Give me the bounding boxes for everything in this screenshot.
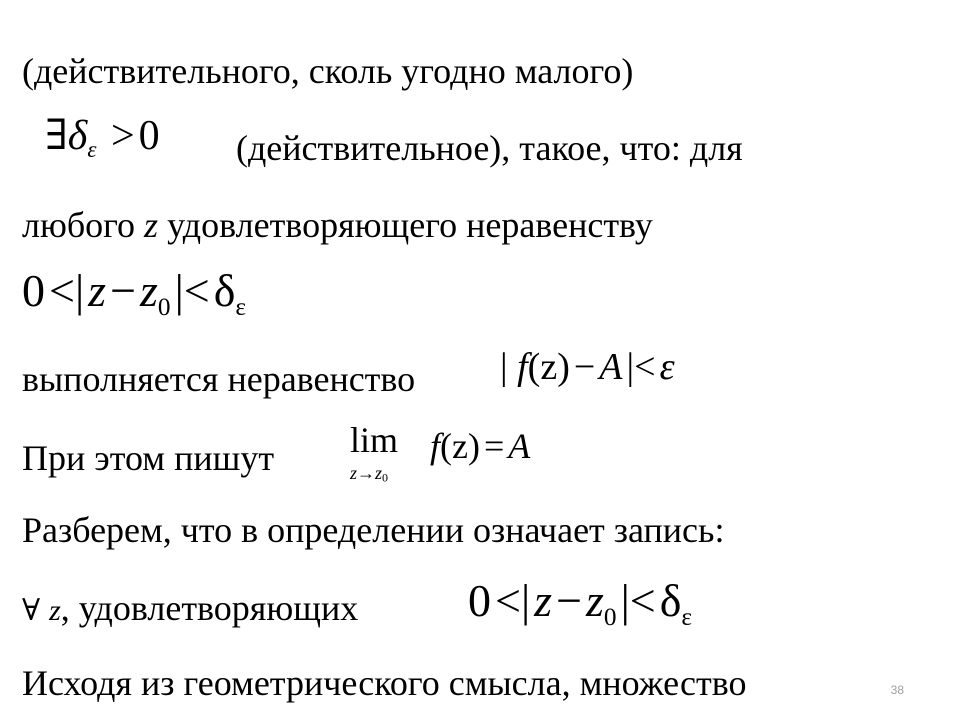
ineq1-abs-lt: |< (174, 265, 210, 316)
ineq3-delta: δ (659, 575, 682, 626)
ineq1-epsilon-subscript: ε (235, 292, 247, 321)
lim-sub-arrow: → (357, 463, 376, 483)
ineq1-z0-subscript: 0 (157, 292, 171, 321)
inequality-3 (468, 575, 693, 631)
lim-sub-z0-index: 0 (382, 470, 389, 485)
text-line-8 (22, 590, 358, 626)
ineq1-minus: − (110, 265, 137, 316)
variable-z: z (144, 205, 159, 245)
epsilon-subscript: ε (87, 136, 97, 163)
inequality-1 (22, 265, 247, 321)
ineq1-z: z (88, 265, 107, 316)
text-line-8-suffix: , удовлетворяющих (60, 588, 359, 628)
ineq3-zero: 0 (468, 575, 491, 626)
ineq2-abs-bar: | (500, 346, 508, 388)
lim-f: f (430, 426, 441, 466)
ineq3-epsilon-subscript: ε (681, 602, 693, 631)
ineq3-abs-lt: |< (620, 575, 656, 626)
lim-A: A (508, 426, 531, 466)
text-line-3 (22, 207, 653, 243)
forall-symbol: ∀ (22, 594, 41, 627)
ineq2-A: A (599, 346, 623, 388)
forall-variable-z: z (49, 594, 61, 627)
ineq2-minus: − (573, 346, 596, 388)
text-line-9: Исходя из геометрического смысла, множество (22, 663, 747, 703)
ineq2-f: f (517, 346, 528, 388)
text-line-1: (действительного, сколь угодно малого) (22, 51, 634, 91)
inequality-2 (500, 348, 675, 386)
text-line-2: (действительное), такое, что: для (236, 128, 743, 168)
lim-argument: (z) (440, 426, 480, 466)
lim-sub-z: z (350, 463, 358, 483)
ineq3-lt-abs: <| (495, 575, 531, 626)
zero-value: 0 (138, 113, 160, 159)
ineq3-z0-subscript: 0 (603, 602, 617, 631)
exists-symbol: ∃ (45, 113, 68, 159)
ineq1-lt-abs: <| (49, 265, 85, 316)
text-line-3-suffix: удовлетворяющего неравенству (167, 205, 653, 245)
ineq1-z0: z (140, 265, 158, 316)
lim-sub-z0: z (375, 463, 383, 483)
text-line-5: выполняется неравенство (22, 359, 416, 399)
ineq2-epsilon: ε (659, 346, 675, 388)
ineq2-argument: (z) (527, 346, 570, 388)
lim-word: lim (350, 420, 399, 460)
ineq1-delta: δ (213, 265, 236, 316)
ineq3-z: z (534, 575, 553, 626)
limit-expression (430, 428, 530, 464)
text-line-6: При этом пишут (22, 438, 275, 478)
ineq3-minus: − (556, 575, 583, 626)
exists-delta-formula (45, 115, 160, 161)
ineq2-abs-lt: |< (626, 346, 656, 388)
delta-symbol: δ (67, 113, 88, 159)
lim-subscript (350, 464, 398, 483)
text-line-3-prefix: любого (22, 205, 136, 245)
page-number: 38 (890, 683, 904, 697)
text-line-7: Разберем, что в определении означает запись: (22, 510, 725, 550)
ineq1-zero: 0 (22, 265, 45, 316)
lim-equals: = (483, 426, 505, 466)
greater-than-symbol: > (110, 113, 135, 159)
ineq3-z0: z (586, 575, 604, 626)
limit-operator (350, 422, 398, 483)
